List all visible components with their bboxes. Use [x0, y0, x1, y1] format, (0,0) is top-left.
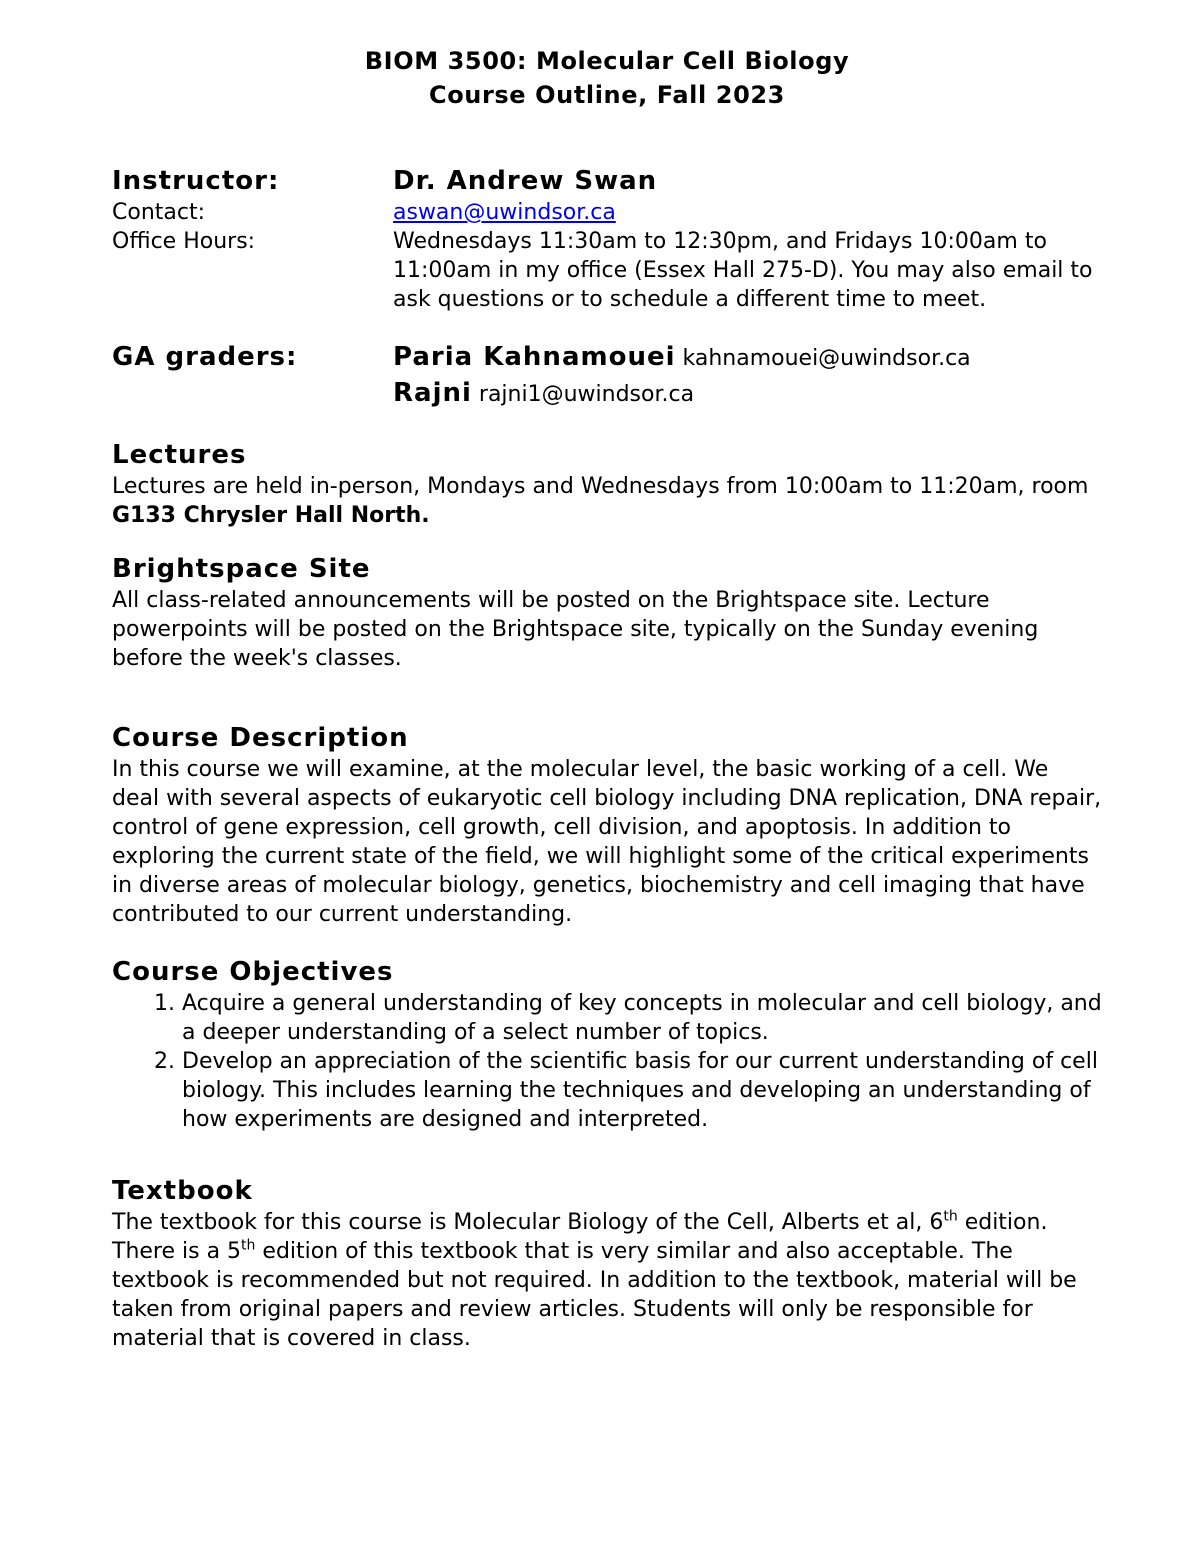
grader-entry	[393, 376, 1102, 412]
instructor-email-link[interactable]: aswan@uwindsor.ca	[393, 200, 616, 225]
objective-item: 1. Acquire a general understanding of key concepts in molecular and cell biology, and a deeper understanding of a select number of topics.	[182, 989, 1102, 1047]
grader-email: kahnamouei@uwindsor.ca	[682, 346, 971, 371]
textbook-section	[112, 1174, 1102, 1353]
textbook-text-part3: edition of this textbook that is very similar and also acceptable. The textbook is recommended but not required. In addition to the textbook, material will be taken from original papers and review articles. Students will only be responsible for material that is covered in class.	[112, 1239, 1077, 1351]
course-outline-page	[112, 44, 1102, 1353]
course-objectives-section	[112, 955, 1102, 1134]
objective-item: 2. Develop an appreciation of the scientific basis for our current understanding of cell biology. This includes learning the techniques and developing an understanding of how experiments are designed and interpreted.	[182, 1047, 1102, 1134]
grader-email: rajni1@uwindsor.ca	[478, 382, 695, 407]
textbook-sup1: th	[943, 1208, 958, 1225]
course-description-section	[112, 721, 1102, 929]
contact-label: Contact:	[112, 200, 206, 225]
ga-graders-label: GA graders:	[112, 342, 298, 372]
textbook-heading: Textbook	[112, 1176, 253, 1206]
grader-name: Paria Kahnamouei	[393, 342, 676, 372]
title-outline-term: Course Outline, Fall 2023	[429, 81, 785, 109]
office-hours-row	[112, 227, 1102, 314]
course-description-heading: Course Description	[112, 723, 409, 753]
lectures-heading: Lectures	[112, 440, 247, 470]
ga-graders-row	[112, 340, 1102, 412]
grader-entry	[393, 340, 1102, 376]
lectures-section	[112, 438, 1102, 530]
textbook-text-part1: The textbook for this course is Molecular Biology of the Cell, Alberts et al, 6	[112, 1210, 944, 1235]
textbook-text	[112, 1208, 1102, 1353]
title-course-name: BIOM 3500: Molecular Cell Biology	[364, 47, 850, 75]
instructor-label: Instructor:	[112, 166, 280, 196]
grader-name: Rajni	[393, 378, 472, 408]
ga-graders-list	[393, 340, 1102, 412]
office-hours-text: Wednesdays 11:30am to 12:30pm, and Fridays 10:00am to 11:00am in my office (Essex Hall 275-D). You may also email to ask questions or to schedule a different time to meet.	[393, 229, 1093, 312]
instructor-name: Dr. Andrew Swan	[393, 166, 658, 196]
lectures-text	[112, 472, 1102, 530]
instructor-row	[112, 164, 1102, 198]
instructor-info	[112, 164, 1102, 412]
brightspace-text: All class-related announcements will be posted on the Brightspace site. Lecture powerpoints will be posted on the Brightspace site, typically on the Sunday evening before the week's classes.	[112, 588, 1039, 671]
lectures-room: G133 Chrysler Hall North.	[112, 503, 430, 528]
course-description-text: In this course we will examine, at the molecular level, the basic working of a cell. We deal with several aspects of eukaryotic cell biology including DNA replication, DNA repair, control of gene expression, cell growth, cell division, and apoptosis. In addition to exploring the current state of the field, we will highlight some of the critical experiments in diverse areas of molecular biology, genetics, biochemistry and cell imaging that have contributed to our current understanding.	[112, 757, 1102, 927]
objectives-list	[112, 989, 1102, 1134]
brightspace-heading: Brightspace Site	[112, 554, 371, 584]
course-objectives-heading: Course Objectives	[112, 957, 394, 987]
document-title	[112, 44, 1102, 112]
brightspace-section	[112, 552, 1102, 673]
lectures-body: Lectures are held in-person, Mondays and Wednesdays from 10:00am to 11:20am, room	[112, 474, 1089, 499]
office-hours-label: Office Hours:	[112, 229, 256, 254]
textbook-sup2: th	[241, 1237, 256, 1254]
textbook-text-part2: edition. There is a 5	[112, 1210, 1048, 1264]
contact-row	[112, 198, 1102, 227]
